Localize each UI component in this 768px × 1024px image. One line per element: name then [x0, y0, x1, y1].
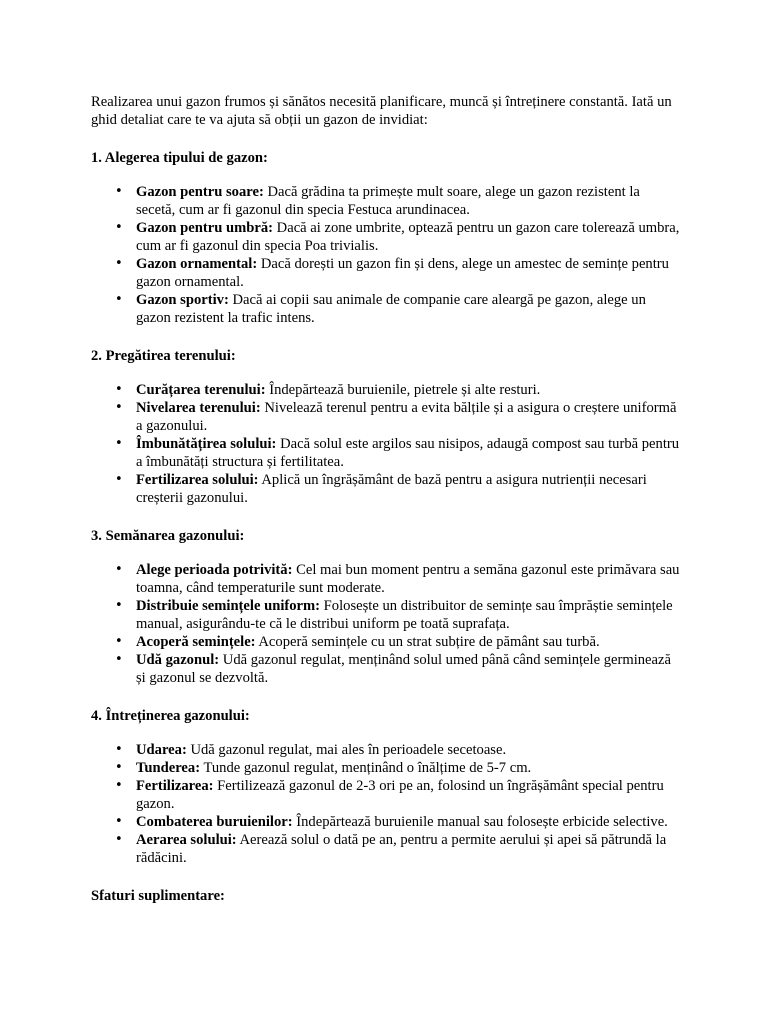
list-item — [136, 291, 681, 327]
item-term: Alege perioada potrivită: — [136, 562, 293, 578]
list-item — [136, 183, 681, 219]
item-text: Dacă dorești un gazon fin și dens, alege un amestec de semințe pentru gazon ornamental. — [136, 256, 669, 290]
item-text: Dacă solul este argilos sau nisipos, adaugă compost sau turbă pentru a îmbunătăți structura și fertilitatea. — [136, 436, 680, 470]
item-text: Nivelează terenul pentru a evita bălțile și a asigura o creștere uniformă a gazonului. — [136, 400, 677, 434]
bullet-list — [91, 741, 681, 867]
document-body — [91, 93, 681, 921]
item-term: Tunderea: — [136, 760, 201, 776]
list-item — [136, 219, 681, 255]
item-term: Curățarea terenului: — [136, 382, 266, 398]
item-text: Folosește un distribuitor de semințe sau împrăștie semințele manual, asigurându-te că le distribui uniform pe toată suprafața. — [136, 598, 673, 632]
list-item — [136, 759, 681, 777]
section-heading: 4. Întreținerea gazonului: — [91, 708, 250, 724]
list-item — [136, 399, 681, 435]
item-text: Acoperă semințele cu un strat subțire de pământ sau turbă. — [255, 634, 600, 650]
intro-paragraph: Realizarea unui gazon frumos și sănătos necesită planificare, muncă și întreținere constantă. Iată un ghid detaliat care te va ajuta să obții un gazon de invidiat: — [91, 94, 672, 128]
list-item — [136, 777, 681, 813]
list-item — [136, 741, 681, 759]
list-item — [136, 651, 681, 687]
item-term: Gazon ornamental: — [136, 256, 258, 272]
list-item — [136, 255, 681, 291]
list-item — [136, 633, 681, 651]
item-text: Îndepărtează buruienile manual sau folosește erbicide selective. — [292, 814, 668, 830]
item-term: Fertilizarea solului: — [136, 472, 259, 488]
item-term: Nivelarea terenului: — [136, 400, 261, 416]
final-heading: Sfaturi suplimentare: — [91, 888, 225, 904]
item-text: Îndepărtează buruienile, pietrele și alte resturi. — [265, 382, 541, 398]
item-text: Cel mai bun moment pentru a semăna gazonul este primăvara sau toamna, când temperaturile sunt moderate. — [136, 562, 680, 596]
item-text: Dacă ai copii sau animale de companie care aleargă pe gazon, alege un gazon rezistent la trafic intens. — [136, 292, 646, 326]
item-text: Dacă ai zone umbrite, optează pentru un gazon care tolerează umbra, cum ar fi gazonul din specia Poa trivialis. — [136, 220, 680, 254]
item-term: Udă gazonul: — [136, 652, 220, 668]
item-text: Udă gazonul regulat, mai ales în perioadele secetoase. — [186, 742, 507, 758]
item-term: Combaterea buruienilor: — [136, 814, 293, 830]
item-text: Dacă grădina ta primește mult soare, alege un gazon rezistent la secetă, cum ar fi gazonul din specia Festuca arundinacea. — [136, 184, 640, 218]
list-item — [136, 831, 681, 867]
list-item — [136, 471, 681, 507]
item-term: Îmbunătățirea solului: — [136, 436, 277, 452]
item-text: Fertilizează gazonul de 2-3 ori pe an, folosind un îngrășământ special pentru gazon. — [136, 778, 664, 812]
item-term: Gazon pentru soare: — [136, 184, 264, 200]
list-item — [136, 561, 681, 597]
item-text: Aplică un îngrășământ de bază pentru a asigura nutrienții necesari creșterii gazonului. — [136, 472, 647, 506]
bullet-list — [91, 381, 681, 507]
list-item — [136, 813, 681, 831]
section-heading: 1. Alegerea tipului de gazon: — [91, 150, 268, 166]
item-term: Udarea: — [136, 742, 187, 758]
section-heading: 3. Semănarea gazonului: — [91, 528, 245, 544]
section-heading: 2. Pregătirea terenului: — [91, 348, 236, 364]
list-item — [136, 381, 681, 399]
list-item — [136, 597, 681, 633]
bullet-list — [91, 561, 681, 687]
item-term: Distribuie semințele uniform: — [136, 598, 321, 614]
item-term: Aerarea solului: — [136, 832, 237, 848]
item-term: Fertilizarea: — [136, 778, 214, 794]
item-text: Udă gazonul regulat, menținând solul umed până când semințele germinează și gazonul se dezvoltă. — [136, 652, 671, 686]
item-text: Aerează solul o dată pe an, pentru a permite aerului și apei să pătrundă la rădăcini. — [136, 832, 667, 866]
item-text: Tunde gazonul regulat, menținând o înălțime de 5-7 cm. — [200, 760, 532, 776]
item-term: Gazon sportiv: — [136, 292, 229, 308]
bullet-list — [91, 183, 681, 327]
item-term: Gazon pentru umbră: — [136, 220, 274, 236]
item-term: Acoperă semințele: — [136, 634, 256, 650]
list-item — [136, 435, 681, 471]
